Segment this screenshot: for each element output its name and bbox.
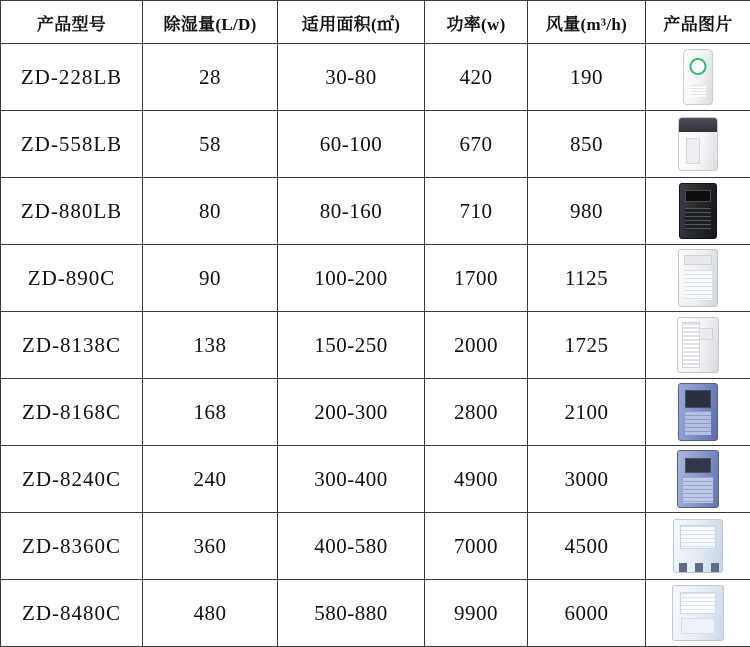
cell-capacity: 28 [143,44,278,111]
cell-product-image [646,446,750,513]
cell-airflow: 190 [528,44,646,111]
dehumidifier-black-commercial-icon [679,183,717,239]
cell-product-image [646,44,750,111]
product-image-wrapper [646,179,750,243]
cell-area: 400-580 [278,513,425,580]
column-header-image: 产品图片 [646,1,750,44]
table-row [1,111,750,178]
cell-airflow: 980 [528,178,646,245]
dehumidifier-blue-cabinet-large-icon [677,450,719,508]
product-image-wrapper [646,380,750,444]
cell-product-image [646,513,750,580]
column-header-model: 产品型号 [1,1,143,44]
cell-model: ZD-8480C [1,580,143,647]
cell-power: 4900 [425,446,528,513]
dehumidifier-pale-blue-industrial-icon [673,519,723,573]
cell-capacity: 80 [143,178,278,245]
cell-model: ZD-558LB [1,111,143,178]
table-row [1,379,750,446]
cell-model: ZD-8138C [1,312,143,379]
cell-area: 200-300 [278,379,425,446]
cell-model: ZD-228LB [1,44,143,111]
cell-area: 580-880 [278,580,425,647]
cell-capacity: 480 [143,580,278,647]
dehumidifier-pale-blue-industrial-large-icon [672,585,724,641]
cell-power: 420 [425,44,528,111]
product-image-wrapper [646,246,750,310]
cell-model: ZD-890C [1,245,143,312]
cell-product-image [646,111,750,178]
cell-capacity: 360 [143,513,278,580]
dehumidifier-white-dark-top-icon [678,117,718,171]
cell-product-image [646,379,750,446]
cell-power: 2000 [425,312,528,379]
cell-airflow: 4500 [528,513,646,580]
table-header-row [1,1,750,44]
column-header-capacity: 除湿量(L/D) [143,1,278,44]
cell-model: ZD-8168C [1,379,143,446]
cell-area: 30-80 [278,44,425,111]
table-row [1,312,750,379]
product-image-wrapper [646,45,750,109]
dehumidifier-blue-cabinet-icon [678,383,718,441]
column-header-area: 适用面积(㎡) [278,1,425,44]
cell-product-image [646,245,750,312]
cell-capacity: 90 [143,245,278,312]
cell-airflow: 1725 [528,312,646,379]
cell-power: 670 [425,111,528,178]
cell-area: 300-400 [278,446,425,513]
cell-area: 60-100 [278,111,425,178]
cell-product-image [646,312,750,379]
cell-power: 1700 [425,245,528,312]
table-row [1,580,750,647]
cell-capacity: 240 [143,446,278,513]
cell-area: 80-160 [278,178,425,245]
dehumidifier-small-white-green-ring-icon [683,49,713,105]
cell-model: ZD-8360C [1,513,143,580]
cell-capacity: 58 [143,111,278,178]
cell-area: 100-200 [278,245,425,312]
column-header-airflow: 风量(m³/h) [528,1,646,44]
table-row [1,513,750,580]
product-image-wrapper [646,447,750,511]
product-image-wrapper [646,112,750,176]
cell-area: 150-250 [278,312,425,379]
cell-capacity: 138 [143,312,278,379]
cell-power: 9900 [425,580,528,647]
column-header-power: 功率(w) [425,1,528,44]
product-image-wrapper [646,514,750,578]
dehumidifier-grey-industrial-icon [678,249,718,307]
cell-airflow: 850 [528,111,646,178]
cell-capacity: 168 [143,379,278,446]
table-row [1,245,750,312]
dehumidifier-white-grille-icon [677,317,719,373]
cell-power: 7000 [425,513,528,580]
table-row [1,44,750,111]
cell-product-image [646,580,750,647]
cell-product-image [646,178,750,245]
cell-airflow: 2100 [528,379,646,446]
cell-airflow: 6000 [528,580,646,647]
cell-airflow: 1125 [528,245,646,312]
product-image-wrapper [646,313,750,377]
cell-power: 2800 [425,379,528,446]
cell-model: ZD-8240C [1,446,143,513]
cell-power: 710 [425,178,528,245]
product-image-wrapper [646,581,750,645]
cell-airflow: 3000 [528,446,646,513]
table-row [1,446,750,513]
table-row [1,178,750,245]
cell-model: ZD-880LB [1,178,143,245]
